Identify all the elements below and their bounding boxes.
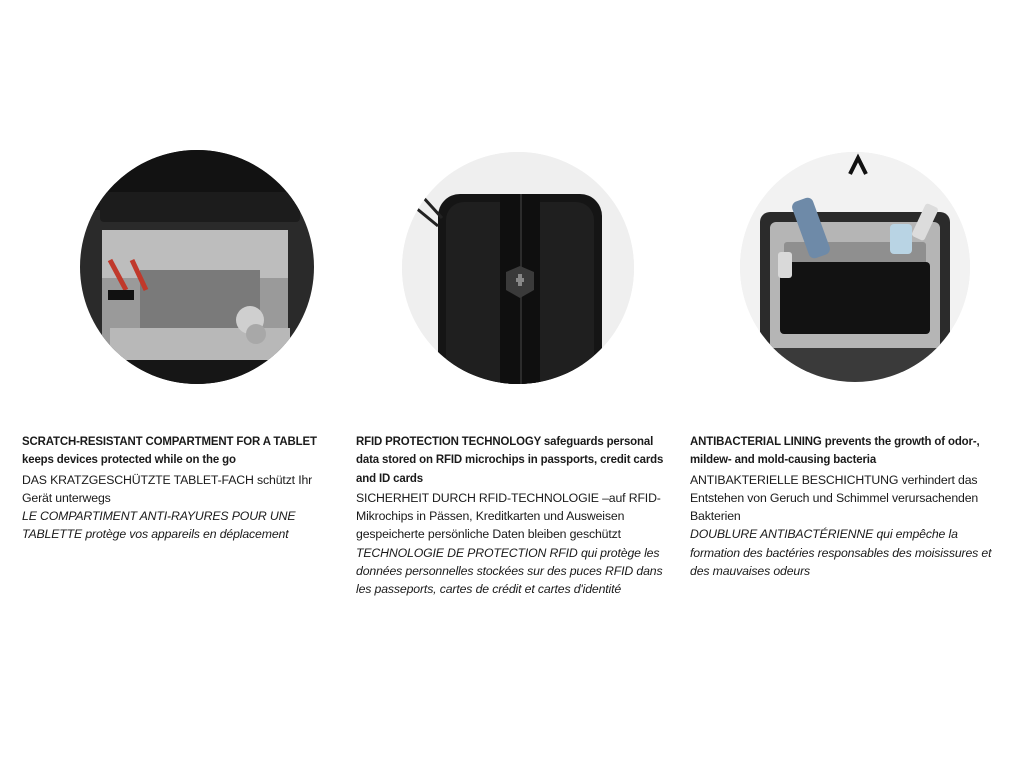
german-text: schützt Ihr Gerät unterwegs	[22, 472, 313, 505]
english-description	[690, 432, 1008, 469]
german-text: verhindert das Entstehen von Geruch und Schimmel verursachenden Bakterien	[690, 472, 979, 524]
feature-title: RFID PROTECTION TECHNOLOGY	[356, 434, 541, 448]
french-description	[22, 507, 340, 544]
french-description	[690, 525, 1008, 580]
english-text: prevents the growth of odor-, mildew- and mold-causing bacteria	[690, 434, 980, 467]
english-text: safeguards personal data stored on RFID microchips in passports, credit cards and ID cards	[356, 434, 664, 485]
english-text: keeps devices protected while on the go	[22, 452, 236, 467]
toiletry-kit-photo	[740, 152, 970, 382]
feature-title: SCRATCH-RESISTANT COMPARTMENT FOR A TABLET	[22, 434, 317, 448]
french-title: TECHNOLOGIE DE PROTECTION RFID	[356, 545, 578, 560]
french-text: qui empêche la formation des bactéries responsables des moisissures et des mauvaises odeurs	[690, 527, 992, 579]
german-description	[22, 471, 340, 508]
feature-title: ANTIBACTERIAL LINING	[690, 434, 822, 448]
feature-text	[356, 432, 672, 599]
german-description	[356, 489, 672, 544]
german-title: ANTIBAKTERIELLE BESCHICHTUNG	[690, 472, 899, 487]
tablet-compartment-illustration	[80, 150, 314, 384]
german-title: DAS KRATZGESCHÜTZTE TABLET-FACH	[22, 472, 254, 487]
french-description	[356, 544, 672, 599]
french-text: protège vos appareils en déplacement	[85, 527, 289, 542]
toiletry-kit-illustration	[740, 152, 970, 382]
feature-text	[690, 432, 1008, 580]
english-description	[356, 432, 672, 487]
rfid-wallet-illustration	[402, 152, 634, 384]
german-title: SICHERHEIT DURCH RFID-TECHNOLOGIE	[356, 490, 599, 505]
english-description	[22, 432, 340, 469]
tablet-compartment-photo	[80, 150, 314, 384]
german-text: –auf RFID-Mikrochips in Pässen, Kreditkarten und Ausweisen gespeicherte persönliche Daten bleiben geschützt	[356, 490, 661, 542]
french-title: DOUBLURE ANTIBACTÉRIENNE	[690, 527, 874, 542]
rfid-wallet-photo	[402, 152, 634, 384]
french-text: qui protège les données personnelles stockées sur des puces RFID dans les passeports, cartes de crédit et cartes d'identité	[356, 545, 663, 597]
french-title: LE COMPARTIMENT ANTI-RAYURES POUR UNE TABLETTE	[22, 509, 296, 542]
feature-text	[22, 432, 340, 544]
german-description	[690, 471, 1008, 526]
